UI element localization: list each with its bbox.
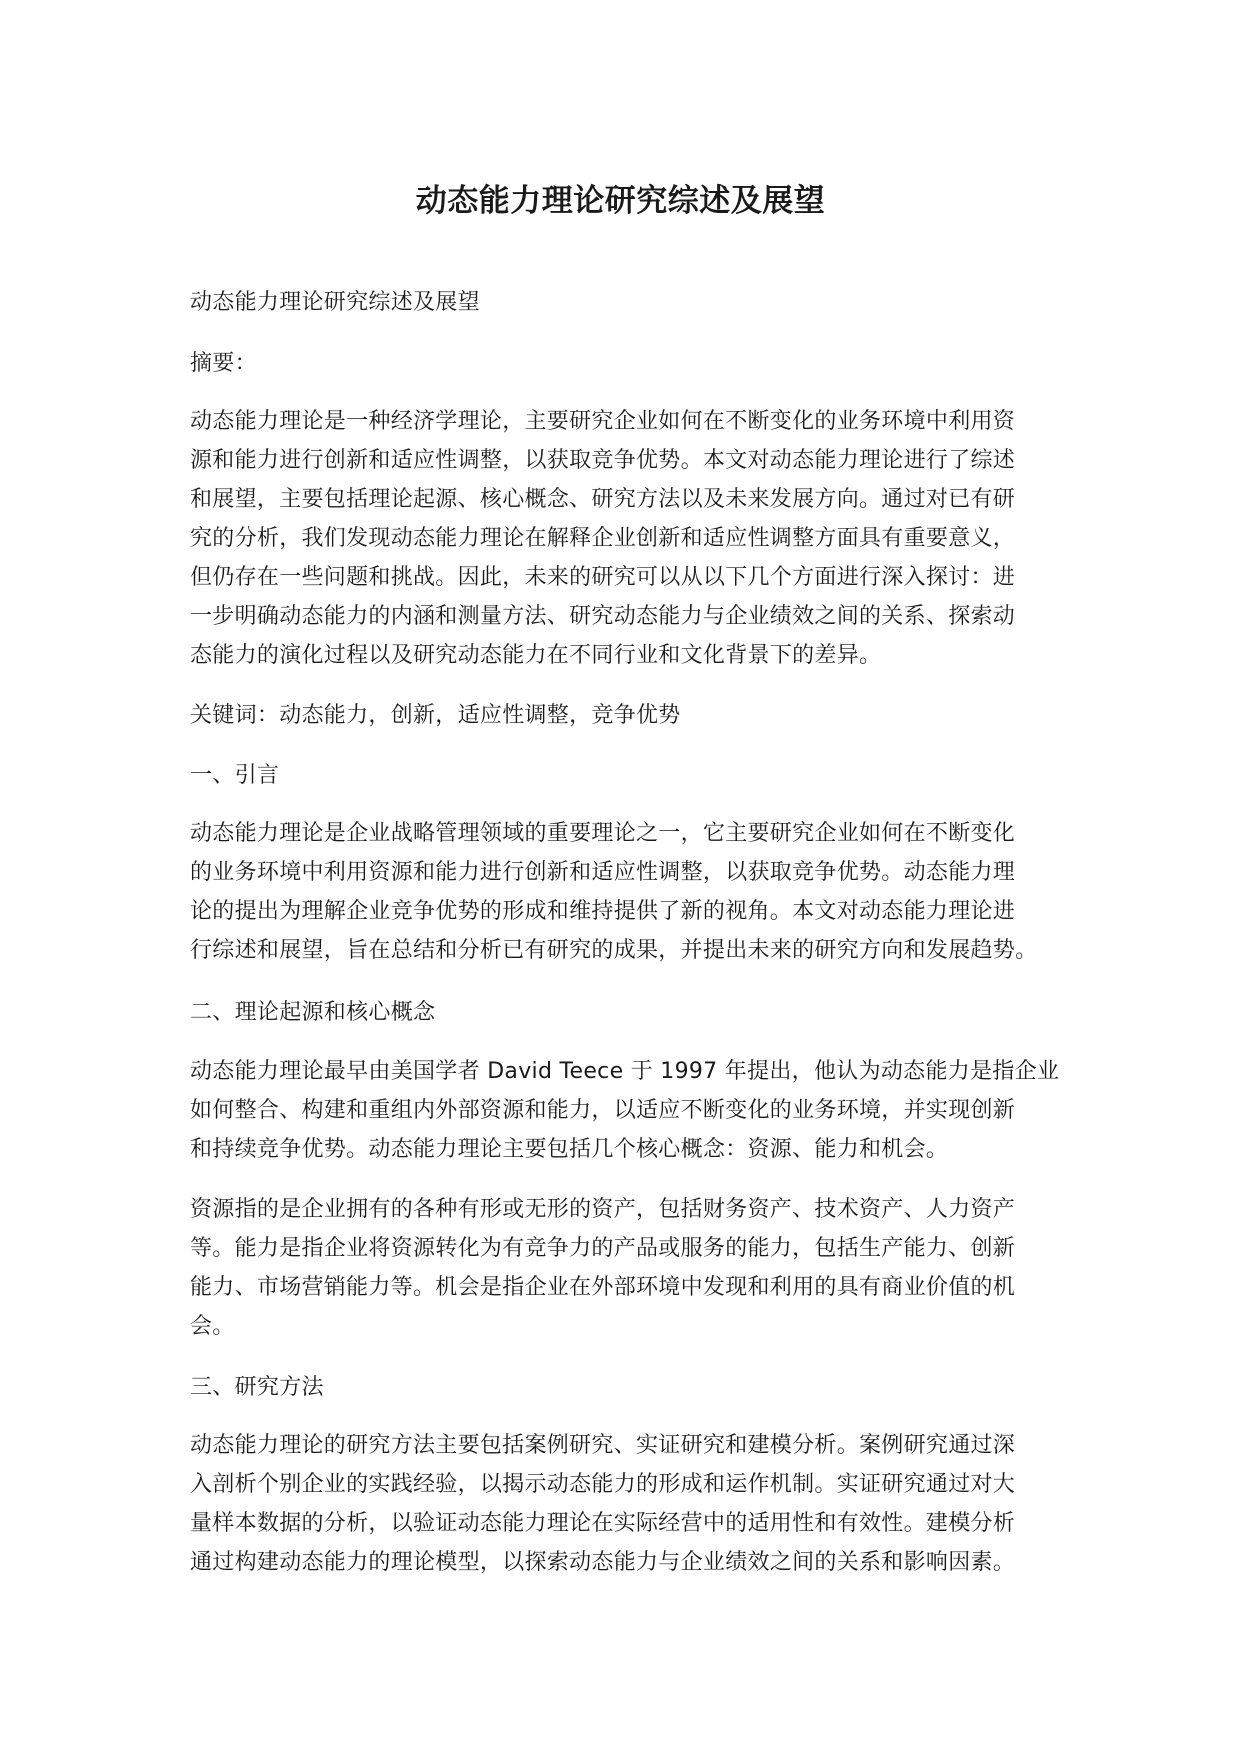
abstract-line: 究的分析，我们发现动态能力理论在解释企业创新和适应性调整方面具有重要意义， (190, 526, 1016, 551)
section2-line: 动态能力理论最早由美国学者 David Teece 于 1997 年提出，他认为动态能力是指企业 (190, 1059, 1060, 1084)
section3-heading: 三、研究方法 (190, 1375, 324, 1400)
section3-line: 入剖析个别企业的实践经验，以揭示动态能力的形成和运作机制。实证研究通过对大 (190, 1472, 1016, 1497)
abstract-line: 和展望，主要包括理论起源、核心概念、研究方法以及未来发展方向。通过对已有研 (190, 487, 1016, 512)
section3-line: 动态能力理论的研究方法主要包括案例研究、实证研究和建模分析。案例研究通过深 (190, 1433, 1016, 1458)
section1-paragraph (190, 814, 1070, 970)
section2-line: 会。 (190, 1314, 235, 1339)
section3-line: 通过构建动态能力的理论模型，以探索动态能力与企业绩效之间的关系和影响因素。 (190, 1550, 1016, 1575)
section2-heading: 二、理论起源和核心概念 (190, 1000, 436, 1025)
section3-line: 量样本数据的分析，以验证动态能力理论在实际经营中的适用性和有效性。建模分析 (190, 1511, 1016, 1536)
abstract-line: 源和能力进行创新和适应性调整，以获取竞争优势。本文对动态能力理论进行了综述 (190, 448, 1016, 473)
section1-line: 论的提出为理解企业竞争优势的形成和维持提供了新的视角。本文对动态能力理论进 (190, 899, 1016, 924)
abstract-line: 动态能力理论是一种经济学理论，主要研究企业如何在不断变化的业务环境中利用资 (190, 409, 1016, 434)
section2-line: 能力、市场营销能力等。机会是指企业在外部环境中发现和利用的具有商业价值的机 (190, 1275, 1016, 1300)
section2-line: 资源指的是企业拥有的各种有形或无形的资产，包括财务资产、技术资产、人力资产 (190, 1197, 1016, 1222)
keywords-line: 关键词：动态能力，创新，适应性调整，竞争优势 (190, 703, 681, 728)
section2-line: 等。能力是指企业将资源转化为有竞争力的产品或服务的能力，包括生产能力、创新 (190, 1236, 1016, 1261)
section1-heading: 一、引言 (190, 763, 280, 788)
abstract-line: 态能力的演化过程以及研究动态能力在不同行业和文化背景下的差异。 (190, 643, 882, 668)
section2-paragraph-2 (190, 1190, 1070, 1346)
abstract-line: 但仍存在一些问题和挑战。因此，未来的研究可以从以下几个方面进行深入探讨：进 (190, 565, 1016, 590)
document-title: 动态能力理论研究综述及展望 (415, 183, 826, 219)
abstract-paragraph (190, 402, 1070, 675)
section2-paragraph-1 (190, 1052, 1070, 1169)
abstract-line: 一步明确动态能力的内涵和测量方法、研究动态能力与企业绩效之间的关系、探索动 (190, 604, 1016, 629)
section1-line: 的业务环境中利用资源和能力进行创新和适应性调整，以获取竞争优势。动态能力理 (190, 860, 1016, 885)
section1-line: 行综述和展望，旨在总结和分析已有研究的成果，并提出未来的研究方向和发展趋势。 (190, 938, 1038, 963)
section2-line: 和持续竞争优势。动态能力理论主要包括几个核心概念：资源、能力和机会。 (190, 1137, 949, 1162)
abstract-label: 摘要： (190, 351, 257, 376)
section2-line: 如何整合、构建和重组内外部资源和能力，以适应不断变化的业务环境，并实现创新 (190, 1098, 1016, 1123)
section3-paragraph (190, 1426, 1070, 1582)
document-subtitle: 动态能力理论研究综述及展望 (190, 290, 480, 315)
section1-line: 动态能力理论是企业战略管理领域的重要理论之一，它主要研究企业如何在不断变化 (190, 821, 1016, 846)
